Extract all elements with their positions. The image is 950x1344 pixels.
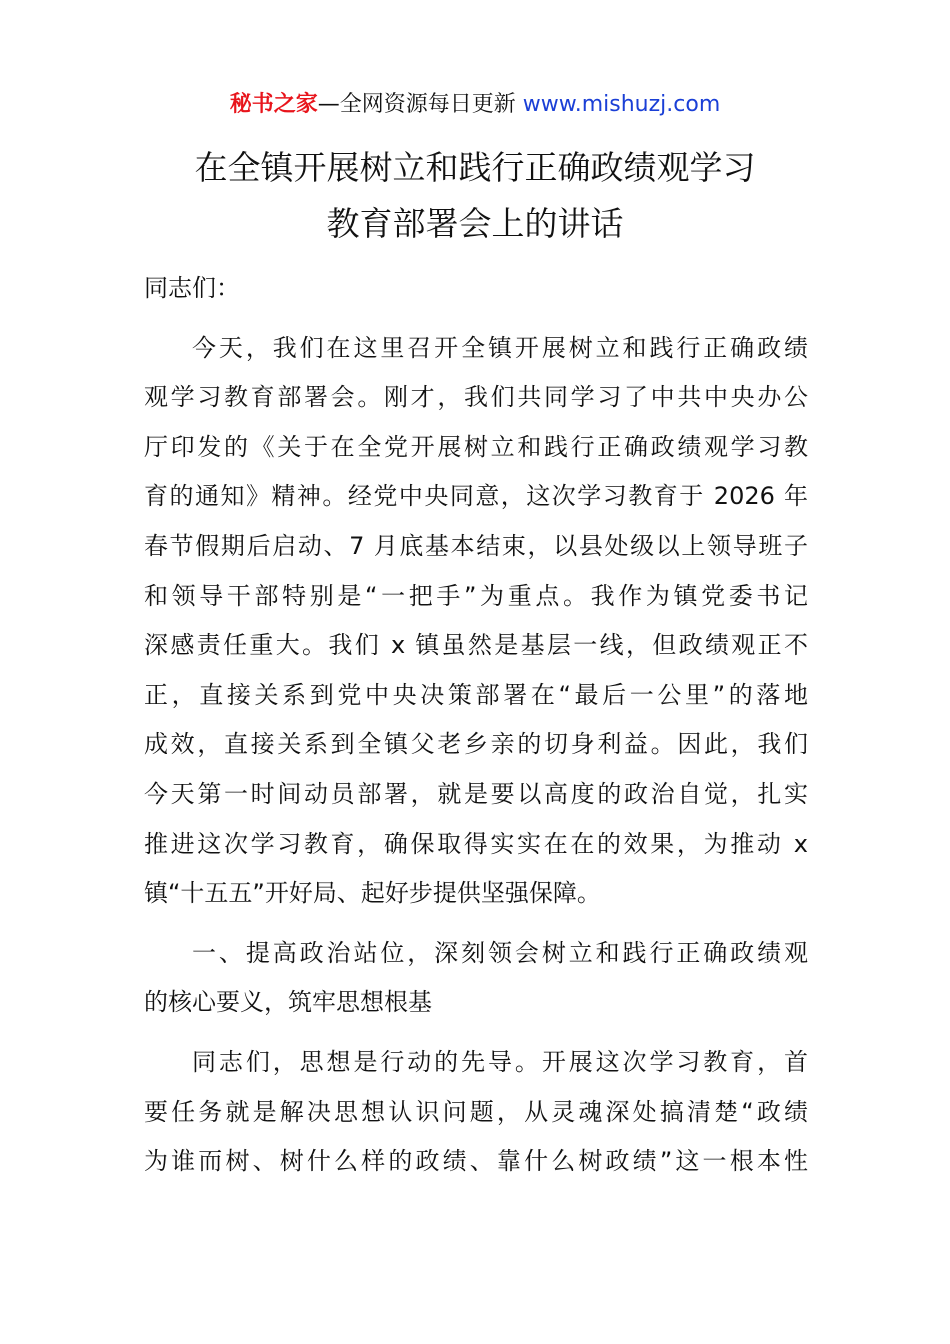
section-heading-1 bbox=[144, 929, 808, 1028]
paragraph-line: 镇“十五五”开好局、起好步提供坚强保障。 bbox=[144, 879, 601, 908]
site-brand: 秘书之家 bbox=[229, 92, 318, 117]
salutation: 同志们： bbox=[144, 274, 240, 302]
heading-line: 的核心要义，筑牢思想根基 bbox=[144, 988, 432, 1017]
document-body bbox=[144, 264, 808, 1187]
heading-line: 一、提高政治站位，深刻领会树立和践行正确政绩观 bbox=[192, 938, 808, 967]
paragraph-1 bbox=[144, 324, 808, 919]
paragraph-line: 育的通知》精神。经党中央同意，这次学习教育于 2026 年 bbox=[144, 482, 808, 511]
paragraph-line: 要任务就是解决思想认识问题，从灵魂深处搞清楚“政绩 bbox=[144, 1097, 808, 1126]
paragraph-2 bbox=[144, 1038, 808, 1187]
title-line-1: 在全镇开展树立和践行正确政绩观学习 bbox=[194, 148, 756, 187]
paragraph-line: 和领导干部特别是“一把手”为重点。我作为镇党委书记 bbox=[144, 581, 808, 610]
paragraph-line: 为谁而树、树什么样的政绩、靠什么树政绩”这一根本性 bbox=[144, 1147, 808, 1176]
paragraph-line: 春节假期后启动、7 月底基本结束，以县处级以上领导班子 bbox=[144, 531, 808, 560]
title-line-2: 教育部署会上的讲话 bbox=[326, 204, 624, 243]
paragraph-line: 深感责任重大。我们 x 镇虽然是基层一线，但政绩观正不 bbox=[144, 631, 808, 660]
paragraph-line: 观学习教育部署会。刚才，我们共同学习了中共中央办公 bbox=[144, 383, 808, 412]
site-tagline: —全网资源每日更新 bbox=[317, 92, 523, 117]
site-header bbox=[0, 88, 950, 122]
paragraph-line: 同志们，思想是行动的先导。开展这次学习教育，首 bbox=[192, 1047, 808, 1076]
paragraph-line: 推进这次学习教育，确保取得实实在在的效果，为推动 x bbox=[144, 829, 808, 858]
paragraph-line: 正，直接关系到党中央决策部署在“最后一公里”的落地 bbox=[144, 680, 808, 709]
site-url[interactable]: www.mishuzj.com bbox=[522, 92, 721, 117]
document-title bbox=[0, 140, 950, 252]
paragraph-line: 今天第一时间动员部署，就是要以高度的政治自觉，扎实 bbox=[144, 779, 808, 808]
paragraph-line: 厅印发的《关于在全党开展树立和践行正确政绩观学习教 bbox=[144, 432, 808, 461]
paragraph-line: 今天，我们在这里召开全镇开展树立和践行正确政绩 bbox=[192, 333, 808, 362]
paragraph-line: 成效，直接关系到全镇父老乡亲的切身利益。因此，我们 bbox=[144, 730, 808, 759]
